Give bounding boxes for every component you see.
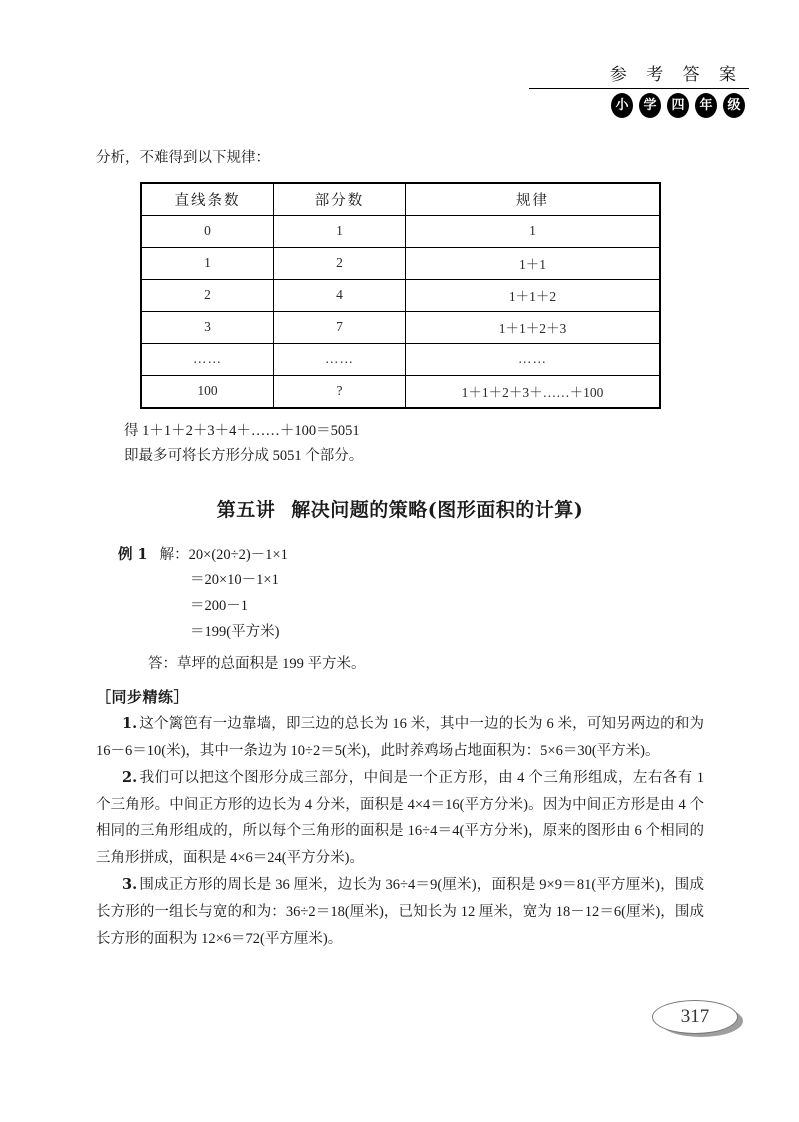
table-cell: 2 bbox=[274, 247, 406, 279]
header-grade-badges bbox=[429, 93, 749, 118]
table-cell: 1＋1 bbox=[406, 247, 661, 279]
example-solution-line: 解：20×(20÷2)－1×1 bbox=[159, 546, 288, 563]
grade-badge: 年 bbox=[695, 93, 717, 118]
practice-item-text: 我们可以把这个图形分成三部分，中间是一个正方形，由 4 个三角形组成，左右各有 1 个三角形。中间正方形的边长为 4 分米，面积是 4×4＝16(平方分米)。因为中间正方形是由 4 个相同的三角形组成的，所以每个三角形的面积是 16÷4＝4(平方分米)，原来的图形由 6 个相同的三角形拼成，面积是 4×6＝24(平方分米)。 bbox=[96, 769, 704, 867]
example-label: 例 1 bbox=[118, 545, 148, 563]
practice-item-number: 2. bbox=[122, 768, 138, 786]
section-title bbox=[96, 495, 704, 522]
example-line-2: ＝20×10－1×1 bbox=[190, 572, 279, 589]
section-title-text: 解决问题的策略(图形面积的计算) bbox=[291, 498, 584, 521]
practice-item bbox=[96, 765, 704, 873]
page-content bbox=[96, 148, 704, 953]
table-cell: 1 bbox=[274, 215, 406, 247]
table-cell: …… bbox=[274, 343, 406, 375]
table-cell: …… bbox=[406, 343, 661, 375]
table-cell: 1＋1＋2＋3＋……＋100 bbox=[406, 375, 661, 408]
table-row bbox=[141, 279, 660, 311]
table-row bbox=[141, 311, 660, 343]
table-cell: 100 bbox=[141, 375, 274, 408]
example-line-3: ＝200－1 bbox=[190, 598, 248, 615]
table-cell: 0 bbox=[141, 215, 274, 247]
page-number-badge bbox=[652, 1000, 748, 1040]
header-divider bbox=[529, 88, 749, 89]
practice-item-number: 1. bbox=[122, 714, 138, 732]
example-block bbox=[96, 542, 704, 678]
practice-item-text: 围成正方形的周长是 36 厘米，边长为 36÷4＝9(厘米)，面积是 9×9＝81(平方厘米)，围成长方形的一组长与宽的和为：36÷2＝18(厘米)，已知长为 12 厘米，宽为 18－12＝6(厘米)，围成长方形的面积为 12×6＝72(平方厘米)。 bbox=[96, 877, 704, 948]
practice-item bbox=[96, 711, 704, 765]
table-cell: ? bbox=[274, 375, 406, 408]
table-cell: 2 bbox=[141, 279, 274, 311]
grade-badge: 学 bbox=[639, 93, 661, 118]
page-header bbox=[429, 60, 749, 118]
table-cell: 7 bbox=[274, 311, 406, 343]
table-header-row bbox=[141, 183, 660, 216]
grade-badge: 小 bbox=[611, 93, 633, 118]
lecture-number: 第五讲 bbox=[216, 498, 276, 521]
table-cell: 4 bbox=[274, 279, 406, 311]
header-title: 参 考 答 案 bbox=[609, 65, 743, 85]
table-cell: …… bbox=[141, 343, 274, 375]
example-answer: 答：草坪的总面积是 199 平方米。 bbox=[148, 655, 366, 672]
table-row bbox=[141, 247, 660, 279]
result-line-2: 即最多可将长方形分成 5051 个部分。 bbox=[124, 447, 364, 464]
page-number: 317 bbox=[652, 1000, 738, 1034]
table-cell: 1 bbox=[406, 215, 661, 247]
grade-badge: 四 bbox=[667, 93, 689, 118]
practice-heading: ［同步精练］ bbox=[96, 687, 190, 706]
table-header-cell: 直线条数 bbox=[141, 183, 274, 216]
example-line-4: ＝199(平方米) bbox=[190, 624, 280, 641]
table-header-cell: 部分数 bbox=[274, 183, 406, 216]
grade-badge: 级 bbox=[723, 93, 745, 118]
table-cell: 1 bbox=[141, 247, 274, 279]
table-cell: 1＋1＋2＋3 bbox=[406, 311, 661, 343]
practice-item-number: 3. bbox=[122, 876, 138, 894]
practice-item-text: 这个篱笆有一边靠墙，即三边的总长为 16 米，其中一边的长为 6 米，可知另两边的和为 16－6＝10(米)，其中一条边为 10÷2＝5(米)，此时养鸡场占地面积为：5×6＝30(平方米)。 bbox=[96, 715, 704, 759]
analysis-line: 分析，不难得到以下规律： bbox=[96, 150, 270, 166]
result-line-1: 得 1＋1＋2＋3＋4＋……＋100＝5051 bbox=[124, 422, 360, 439]
table-cell: 1＋1＋2 bbox=[406, 279, 661, 311]
table-row bbox=[141, 215, 660, 247]
pattern-table bbox=[140, 182, 661, 409]
practice-item bbox=[96, 872, 704, 953]
table-row bbox=[141, 343, 660, 375]
example-line-1 bbox=[118, 542, 704, 569]
table-row bbox=[141, 375, 660, 408]
table-header-cell: 规律 bbox=[406, 183, 661, 216]
pattern-table-wrapper bbox=[140, 182, 655, 409]
table-cell: 3 bbox=[141, 311, 274, 343]
